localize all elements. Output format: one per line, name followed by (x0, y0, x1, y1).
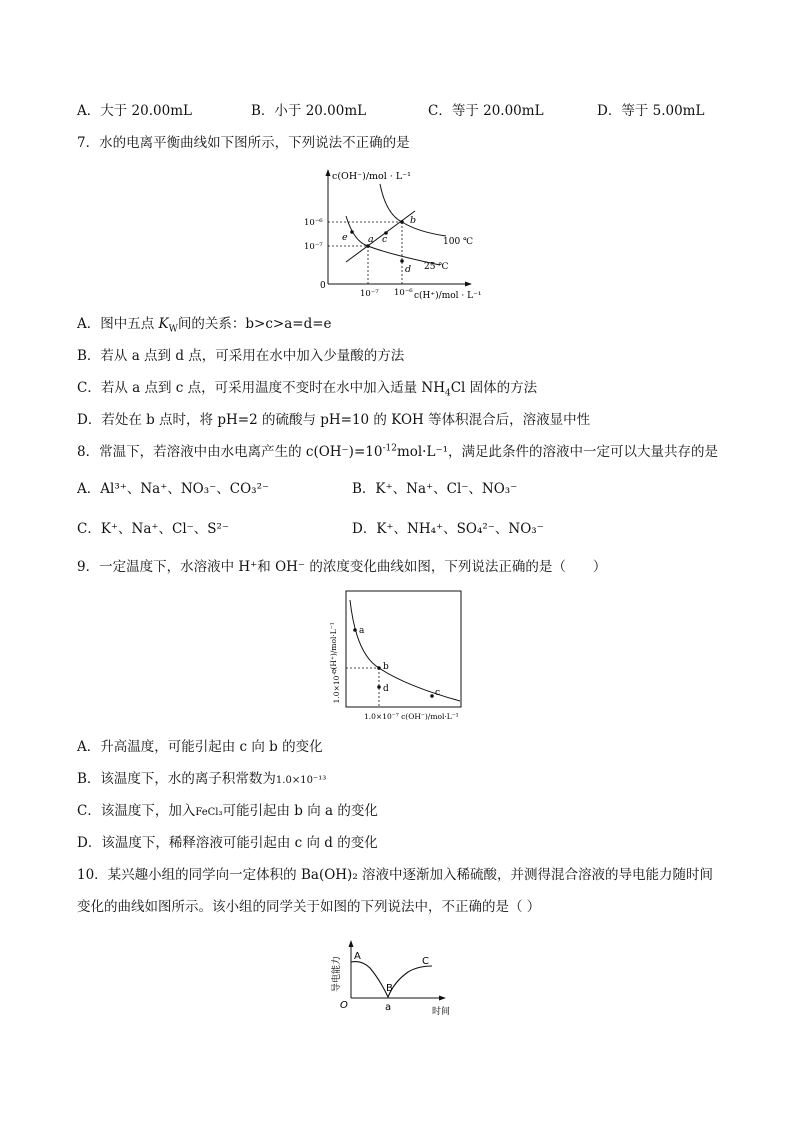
q7-point-e (350, 230, 354, 234)
q7-option-c: C．若从 a 点到 c 点，可采用温度不变时在水中加入适量 $NH_4Cl$ 固体的方法 (77, 380, 538, 399)
q6-option-b: B．小于 20.00mL (251, 103, 367, 119)
q9-point-c (430, 694, 434, 698)
q10-y-label: 导电能力 (332, 955, 342, 993)
q7-point-d (400, 259, 404, 263)
q10-stem-line1: 10．某兴趣小组的同学向一定体积的 Ba(OH)₂ 溶液中逐渐加入稀硫酸，并测得混合溶液的导电能力随时间 (77, 867, 714, 883)
q10-label-a-lower: a (385, 1002, 392, 1013)
q7-label-c: c (382, 234, 388, 245)
q9-x-label: 1.0×10⁻⁷ c(OH⁻)/mol·L⁻¹ (364, 712, 459, 721)
q7-label-a: a (368, 234, 374, 245)
q7-label-d: d (405, 264, 412, 275)
q9-label-b: b (383, 662, 389, 672)
q9-point-a (353, 628, 357, 632)
q9-stem: 9．一定温度下，水溶液中 H⁺和 OH⁻ 的浓度变化曲线如图，下列说法正确的是（ ） (77, 559, 607, 575)
q9-figure (326, 586, 472, 726)
q10-figure (328, 936, 458, 1018)
q7-curve-100: 100 ℃ (443, 237, 474, 247)
q9-option-d: D．该温度下，稀释溶液可能引起由 c 向 d 的变化 (77, 835, 378, 851)
q7-point-b (400, 220, 404, 224)
q6-option-c: C．等于 20.00mL (428, 103, 544, 119)
q10-label-c: C (422, 956, 429, 967)
q9-y-label: c(H⁺)/mol·L⁻¹ (329, 622, 338, 674)
q9-point-d (377, 685, 381, 689)
q10-label-a-upper: A (354, 951, 361, 962)
q6-option-d: D．等于 5.00mL (597, 103, 705, 119)
q7-option-a: A．图中五点 $K_W$间的关系：b>c>a=d=e (77, 316, 332, 335)
q8-option-a: A．Al³⁺、Na⁺、NO₃⁻、CO₃²⁻ (77, 481, 270, 497)
q7-origin: 0 (320, 281, 326, 291)
q9-label-a: a (359, 626, 365, 636)
q7-y-label: c(OH⁻)/mol · L⁻¹ (332, 171, 411, 182)
q7-option-b: B．若从 a 点到 d 点，可采用在水中加入少量酸的方法 (77, 348, 405, 364)
q7-x-label: c(H⁺)/mol · L⁻¹ (414, 291, 482, 301)
q9-y-tick: 1.0×10⁻⁷ (332, 668, 341, 704)
q7-x-tick-1: 10⁻⁷ (360, 289, 379, 299)
q7-stem: 7．水的电离平衡曲线如下图所示，下列说法不正确的是 (77, 135, 410, 151)
q8-option-c: C．K⁺、Na⁺、Cl⁻、S²⁻ (77, 521, 230, 537)
q7-y-tick-2: 10⁻⁷ (304, 242, 323, 252)
q10-x-label: 时间 (432, 1007, 451, 1017)
q10-origin: O (340, 1000, 348, 1011)
q7-figure (300, 166, 500, 304)
q10-stem-line2: 变化的曲线如图所示。该小组的同学关于如图的下列说法中，不正确的是（ ） (77, 899, 541, 915)
q9-label-d: d (383, 684, 389, 694)
q9-option-b: B．该温度下，水的离子积常数为1.0×10⁻¹³ (77, 771, 327, 787)
q9-option-a: A．升高温度，可能引起由 c 向 b 的变化 (77, 739, 323, 755)
q8-option-d: D．K⁺、NH₄⁺、SO₄²⁻、NO₃⁻ (352, 521, 544, 537)
q9-label-c: c (435, 688, 441, 698)
q10-label-b: B (386, 983, 393, 994)
q7-x-tick-2: 10⁻⁶ (394, 288, 413, 298)
q6-option-a: A．大于 20.00mL (77, 103, 192, 119)
q9-point-b (377, 666, 381, 670)
q7-label-e: e (342, 232, 348, 243)
q9-option-c: C．该温度下，加入FeCl₃可能引起由 b 向 a 的变化 (77, 803, 378, 819)
q8-stem: 8．常温下，若溶液中由水电离产生的 $c(OH^-)=10^{-12}mol\cdot L^{-1}$，满足此条件的溶液中一定可以大量共存的是 (77, 443, 718, 460)
q8-option-b: B．K⁺、Na⁺、Cl⁻、NO₃⁻ (352, 481, 518, 497)
q7-y-tick-1: 10⁻⁶ (304, 218, 323, 228)
q7-curve-25: 25 ℃ (424, 262, 449, 272)
q7-label-b: b (410, 215, 417, 226)
q7-option-d: D．若处在 b 点时，将 pH=2 的硫酸与 pH=10 的 KOH 等体积混合后，溶液显中性 (77, 412, 591, 428)
